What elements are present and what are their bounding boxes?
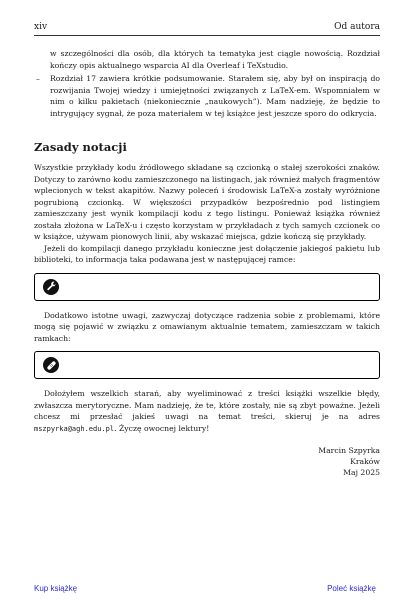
email-address: mszpyrka@agh.edu.pl (34, 424, 115, 433)
signature-place: Kraków (350, 457, 380, 466)
bullet-dash: – (36, 74, 40, 83)
section-heading: Zasady notacji (34, 140, 127, 154)
list-item-text: Rozdział 17 zawiera krótkie podsumowanie. Starałem się, aby był on inspiracją do rozwijania Twojej wiedzy i umiejętności związanych z LaTeX-em. Wspomniałem w nim o kilku pakietach (niekoniecznie „naukowych”). Mam nadzieję, że będzie to intrygujący sygnał, że poza materiałem w tej książce jest jeszcze sporo do odkrycia. (50, 74, 380, 118)
package-info-box (34, 273, 380, 301)
footer (34, 584, 376, 593)
paragraph-text: Dołożyłem wszelkich starań, aby wyeliminować z treści książki wszelkie błędy, zwłaszcza merytoryczne. Mam nadzieję, że te, które zostały, nie są zbyt poważne. Jeżeli chcesz mi przesłać jakieś uwagi na temat treści, skieruj je na adres (34, 389, 380, 421)
recommend-book-link[interactable]: Poleć książkę (327, 584, 376, 593)
paragraph: Jeżeli do kompilacji danego przykładu konieczne jest dołączenie jakiegoś pakietu lub biblioteki, to informacja taka podawana jest w następującej ramce: (34, 243, 380, 264)
continued-paragraph: w szczególności dla osób, dla których ta tematyka jest ciągle nowością. Rozdział kończy opis aktualnego wsparcia AI dla Overleaf i TeXstudio. (50, 49, 380, 70)
paragraph (34, 388, 380, 435)
signature-date: Maj 2025 (343, 468, 380, 477)
paragraph-text-end: . Życzę owocnej lektury! (114, 423, 210, 433)
buy-book-link[interactable]: Kup książkę (34, 584, 78, 593)
warning-note-box (34, 351, 380, 379)
signature (34, 445, 380, 478)
page (34, 22, 380, 478)
page-number: xiv (34, 22, 48, 32)
running-header (34, 22, 380, 36)
paragraph: Wszystkie przykłady kodu źródłowego składane są czcionką o stałej szerokości znaków. Dotyczy to zarówno kodu zamieszczonego na listingach, jak również małych fragmentów wplecionych w tekst akapitów. Nazwy poleceń i środowisk LaTeX-a zostały wyróżnione pogrubioną czcionką. W większości przypadków bezpośrednio pod listingiem zamieszczany jest wynik kompilacji kodu z tego listingu. Ponieważ książka również została złożona w LaTeX-u i często korzystam w przykładach z tych samych czcionek co w książce, używam pionowych linii, aby wskazać miejsca, gdzie kończą się przykłady. (34, 163, 380, 241)
wrench-icon (43, 279, 59, 295)
paragraph: Dodatkowo istotne uwagi, zazwyczaj dotyczące radzenia sobie z problemami, które mogą się pojawić w związku z omawianym aktualnie tematem, zamieszczam w takich ramkach: (34, 310, 380, 343)
bandage-icon (43, 357, 59, 373)
author-name: Marcin Szpyrka (318, 446, 380, 455)
running-title: Od autora (334, 22, 380, 32)
list-item (34, 73, 380, 119)
